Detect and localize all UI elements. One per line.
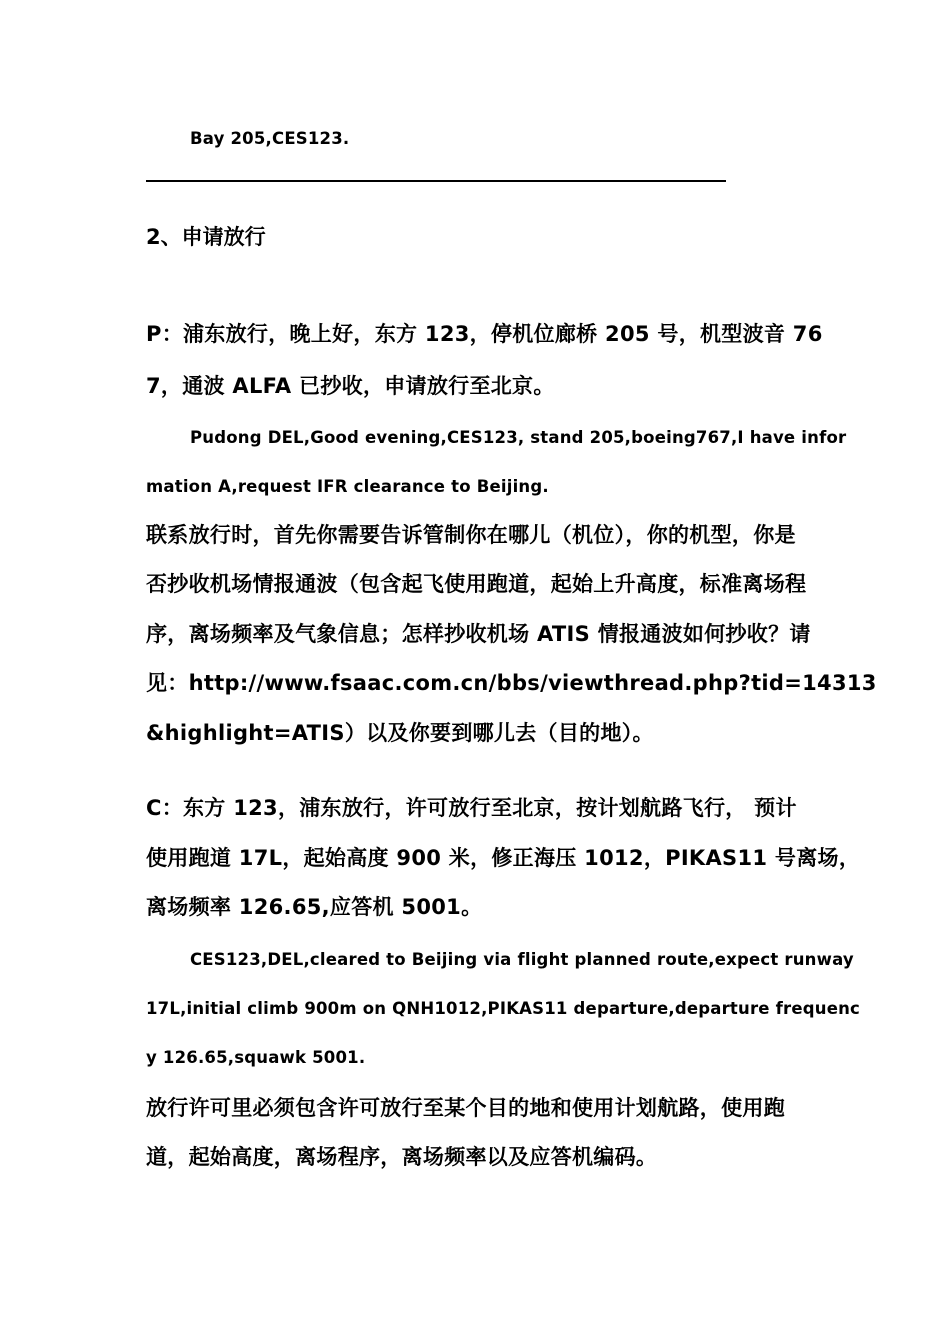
note1-line: &highlight=ATIS）以及你要到哪儿去（目的地）。 xyxy=(146,721,654,745)
pilot-en-line: mation A,request IFR clearance to Beijing. xyxy=(146,477,549,496)
bay-line: Bay 205,CES123. xyxy=(190,129,350,148)
note1-line: 联系放行时，首先你需要告诉管制你在哪儿（机位），你的机型，你是 xyxy=(146,523,796,547)
controller-en-line: 17L,initial climb 900m on QNH1012,PIKAS11 departure,departure frequenc xyxy=(146,999,861,1018)
note1-line: 序，离场频率及气象信息；怎样抄收机场 ATIS 情报通波如何抄收？请 xyxy=(146,622,811,646)
pilot-cn-line: P：浦东放行，晚上好，东方 123，停机位廊桥 205 号，机型波音 76 xyxy=(146,322,823,346)
controller-en-line: CES123,DEL,cleared to Beijing via flight planned route,expect runway xyxy=(190,950,854,969)
controller-en-line: y 126.65,squawk 5001. xyxy=(146,1048,366,1067)
controller-cn-line: 离场频率 126.65,应答机 5001。 xyxy=(146,895,483,919)
controller-cn-line: C：东方 123，浦东放行，许可放行至北京，按计划航路飞行， 预计 xyxy=(146,796,797,820)
note2-line: 道，起始高度，离场程序，离场频率以及应答机编码。 xyxy=(146,1145,658,1169)
pilot-cn-line: 7，通波 ALFA 已抄收，申请放行至北京。 xyxy=(146,374,555,398)
note1-line: 否抄收机场情报通波（包含起飞使用跑道，起始上升高度，标准离场程 xyxy=(146,572,807,596)
controller-cn-line: 使用跑道 17L，起始高度 900 米，修正海压 1012，PIKAS11 号离场， xyxy=(146,846,861,870)
note1-url-line: 见：http://www.fsaac.com.cn/bbs/viewthread.php?tid=14313 xyxy=(146,671,877,695)
section-heading: 2、申请放行 xyxy=(146,225,266,249)
pilot-en-line: Pudong DEL,Good evening,CES123, stand 205,boeing767,I have infor xyxy=(190,428,847,447)
note2-line: 放行许可里必须包含许可放行至某个目的地和使用计划航路，使用跑 xyxy=(146,1096,785,1120)
horizontal-rule xyxy=(146,180,726,182)
